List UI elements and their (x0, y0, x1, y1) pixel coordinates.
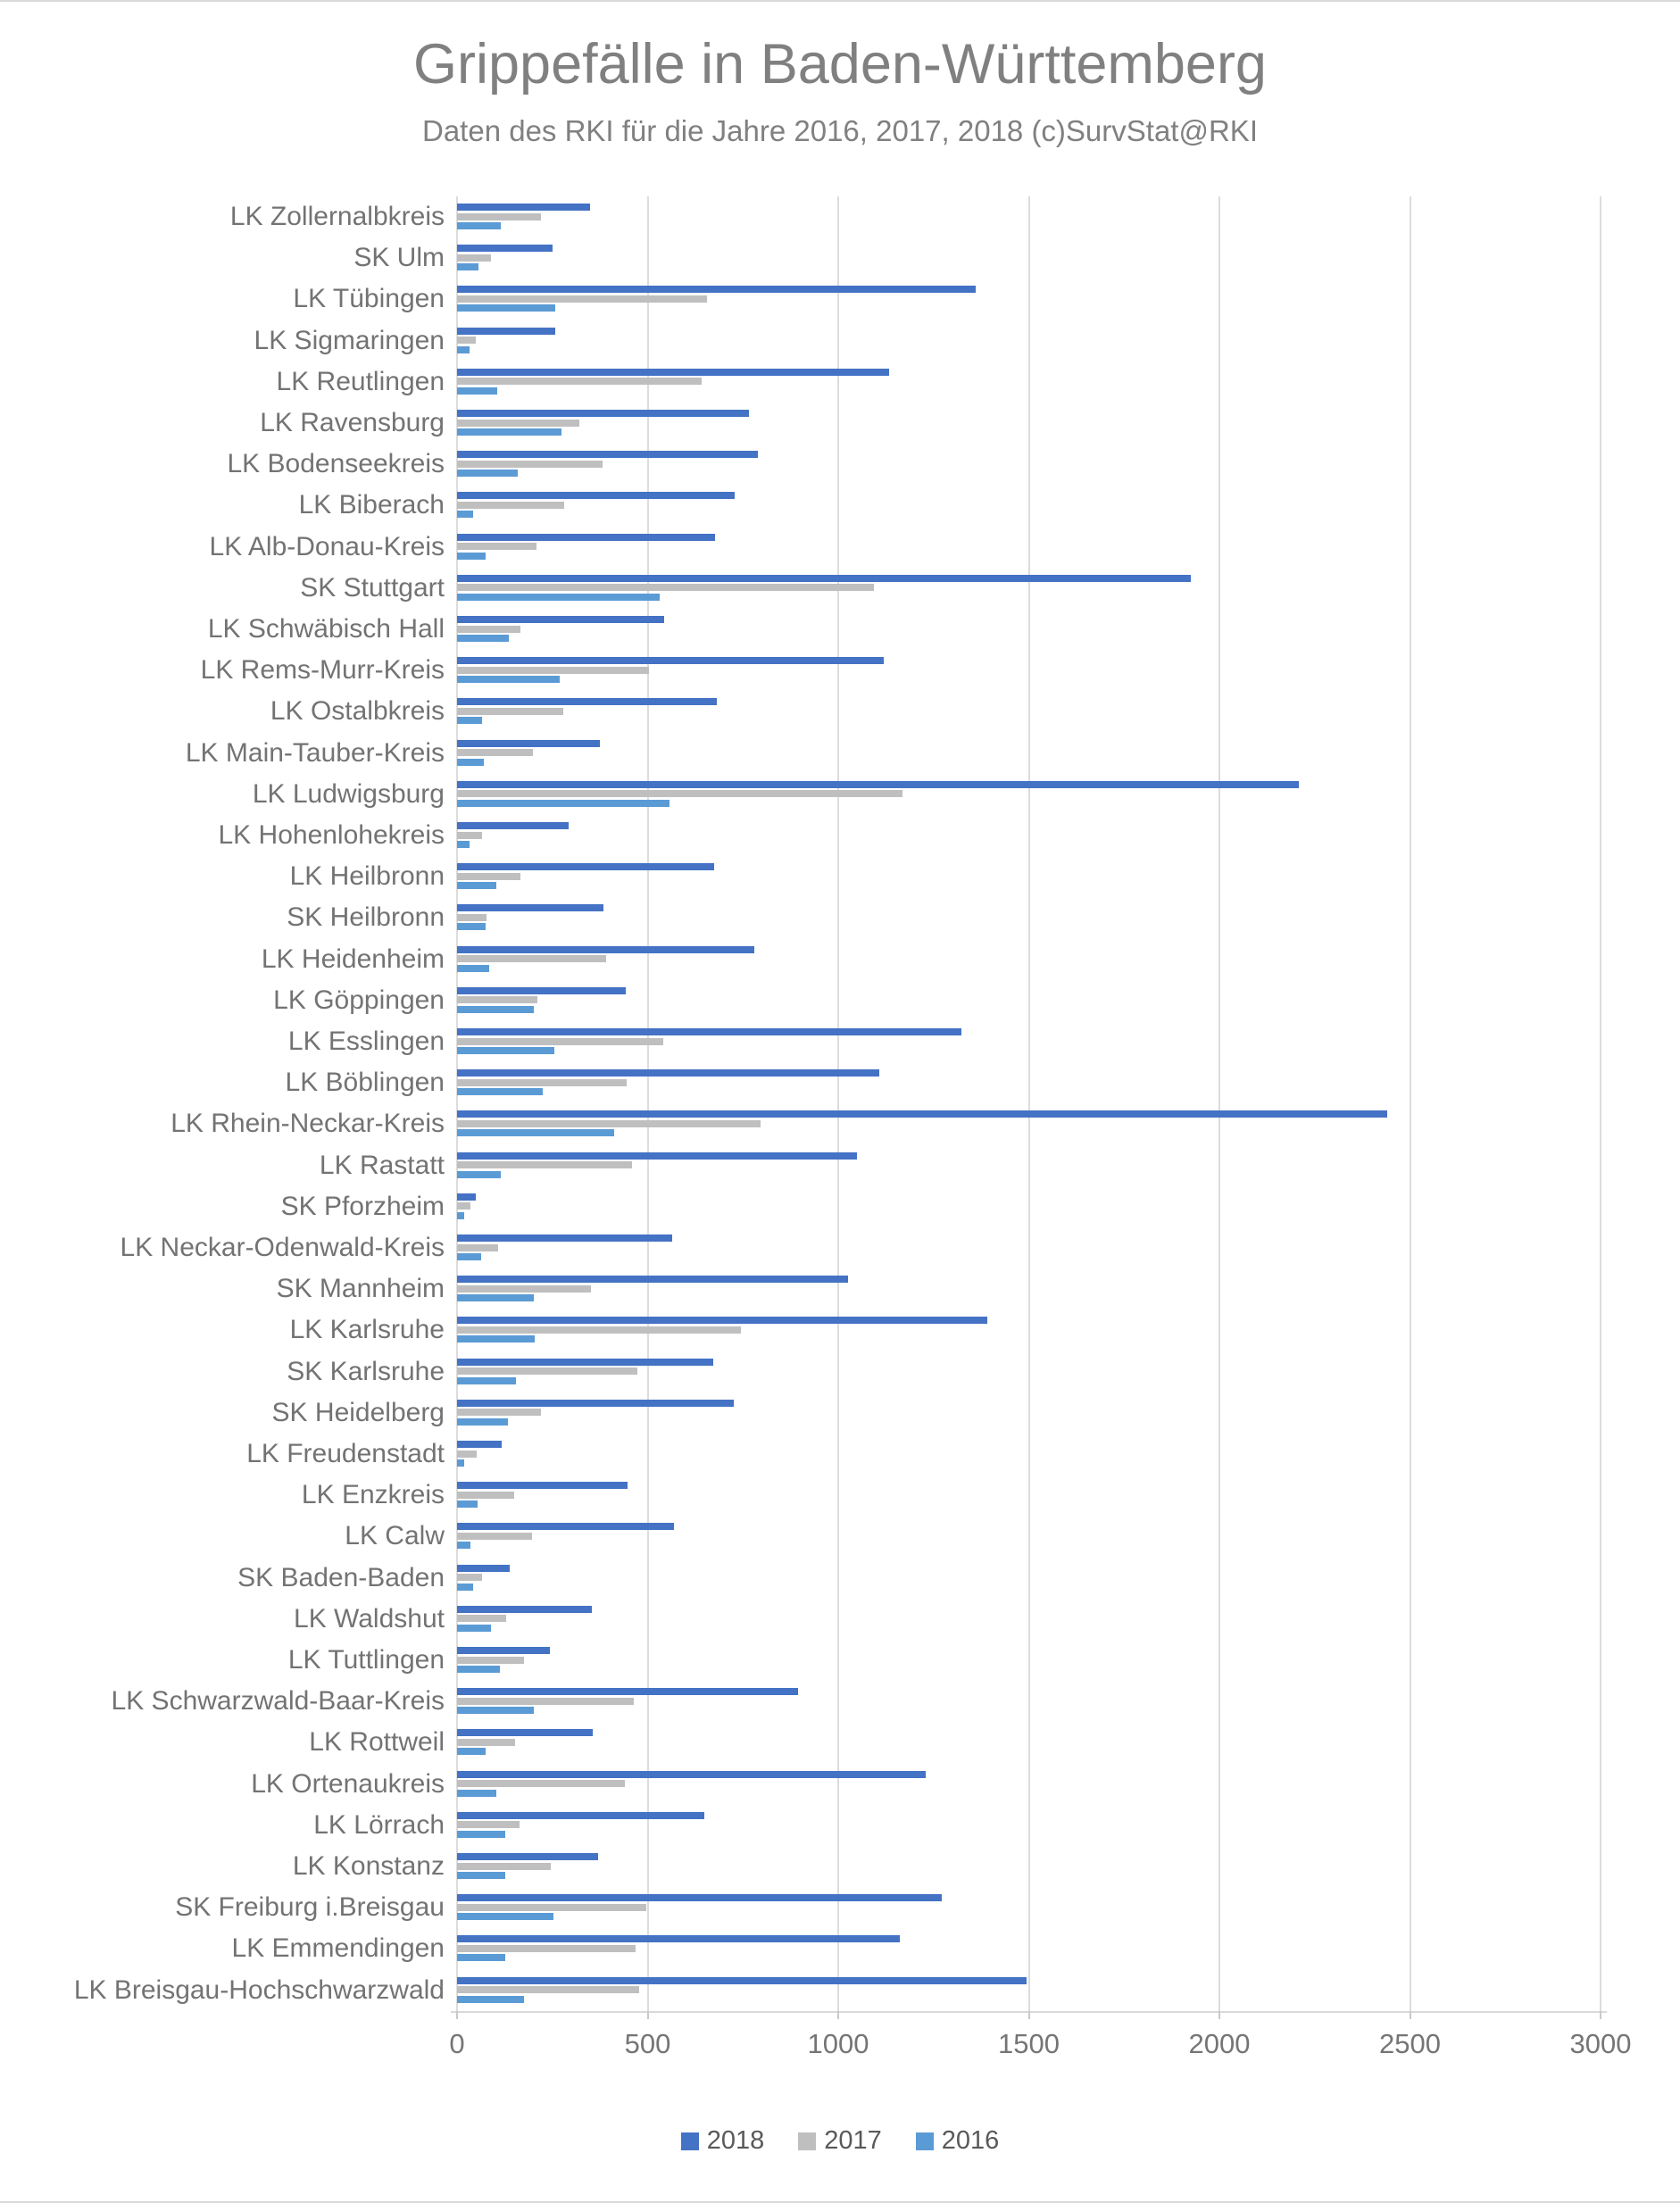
bar-2017 (457, 1285, 591, 1293)
bar-2017 (457, 1492, 514, 1499)
bar-2018 (457, 946, 754, 953)
tick-mark-0 (456, 2011, 458, 2019)
chart-row (0, 1186, 1680, 1227)
chart-row (0, 568, 1680, 609)
bar-2017 (457, 1533, 532, 1540)
chart-row (0, 196, 1680, 237)
category-label: LK Enzkreis (301, 1480, 445, 1510)
bar-2017 (457, 1409, 541, 1416)
category-label: LK Emmendingen (231, 1933, 445, 1964)
legend-swatch-icon (916, 2132, 934, 2150)
chart-row (0, 485, 1680, 526)
tick-mark-3000 (1600, 2011, 1601, 2019)
bar-2016 (457, 511, 473, 518)
bar-2016 (457, 759, 484, 766)
tick-mark-1000 (837, 2011, 839, 2019)
bar-2016 (457, 1831, 505, 1838)
chart-row (0, 897, 1680, 938)
bar-2016 (457, 1088, 543, 1095)
bar-2017 (457, 1574, 482, 1581)
bar-2018 (457, 1317, 987, 1324)
category-label: SK Karlsruhe (287, 1356, 445, 1386)
bar-2017 (457, 502, 564, 509)
bar-2016 (457, 1253, 481, 1260)
chart-title: Grippefälle in Baden-Württemberg (413, 33, 1267, 96)
category-label: LK Tuttlingen (287, 1645, 445, 1675)
bar-2018 (457, 1894, 942, 1901)
bar-2017 (457, 1863, 551, 1870)
chart-row (0, 1764, 1680, 1805)
bar-2016 (457, 553, 486, 560)
bar-2016 (457, 1996, 524, 2003)
legend-swatch-icon (798, 2132, 816, 2150)
category-label: LK Rems-Murr-Kreis (200, 655, 445, 686)
bar-2017 (457, 1657, 524, 1664)
chart-row (0, 1599, 1680, 1640)
bar-2018 (457, 863, 714, 870)
chart-row (0, 1309, 1680, 1351)
bar-2018 (457, 1069, 879, 1077)
category-label: SK Pforzheim (280, 1191, 445, 1221)
bar-2017 (457, 584, 874, 591)
bar-2017 (457, 1326, 741, 1334)
legend-item-2017 (798, 2126, 882, 2156)
bar-2018 (457, 616, 664, 623)
chart-row (0, 444, 1680, 485)
bar-2018 (457, 1523, 674, 1530)
bar-2016 (457, 1872, 505, 1879)
category-label: LK Bodenseekreis (227, 449, 445, 479)
chart-row (0, 1516, 1680, 1557)
chart-row (0, 1640, 1680, 1681)
tick-mark-500 (647, 2011, 649, 2019)
chart-row (0, 1475, 1680, 1516)
plot-area (0, 196, 1680, 2011)
legend-swatch-icon (681, 2132, 699, 2150)
chart-row (0, 1145, 1680, 1186)
category-label: LK Rastatt (319, 1150, 445, 1180)
x-axis-label-1000: 1000 (807, 2028, 869, 2059)
chart-row (0, 1434, 1680, 1475)
chart-row (0, 237, 1680, 278)
bar-2016 (457, 1707, 534, 1714)
category-label: LK Freudenstadt (246, 1439, 445, 1469)
bar-2017 (457, 749, 533, 756)
bar-2016 (457, 965, 489, 972)
bar-2017 (457, 254, 491, 262)
bar-2018 (457, 1935, 900, 1942)
bar-2018 (457, 1276, 848, 1283)
bar-2018 (457, 822, 569, 829)
bar-2016 (457, 882, 496, 889)
bar-2018 (457, 1193, 476, 1201)
bar-2016 (457, 594, 660, 601)
bar-2016 (457, 1913, 553, 1920)
x-axis-label-500: 500 (624, 2028, 671, 2059)
bar-2016 (457, 717, 482, 724)
bar-2016 (457, 470, 518, 477)
bar-2017 (457, 1780, 625, 1787)
bar-2017 (457, 708, 563, 715)
category-label: LK Waldshut (294, 1603, 445, 1634)
bar-2016 (457, 1129, 614, 1136)
bar-2018 (457, 1565, 510, 1572)
bar-2017 (457, 461, 603, 468)
bar-2017 (457, 1038, 663, 1045)
bar-2018 (457, 534, 715, 541)
category-label: LK Hohenlohekreis (218, 820, 445, 851)
bar-2017 (457, 378, 702, 385)
legend-label: 2018 (706, 2126, 765, 2155)
category-label: SK Stuttgart (300, 572, 445, 603)
bar-2018 (457, 451, 758, 458)
chart-row (0, 650, 1680, 691)
category-label: LK Alb-Donau-Kreis (209, 531, 445, 561)
bar-2016 (457, 222, 501, 229)
bar-2016 (457, 1418, 508, 1426)
bar-2017 (457, 213, 541, 220)
bar-2016 (457, 923, 486, 930)
bar-2016 (457, 304, 555, 312)
bar-2017 (457, 1904, 646, 1911)
category-label: LK Breisgau-Hochschwarzwald (73, 1974, 445, 2005)
chart-row (0, 774, 1680, 815)
chart-row (0, 733, 1680, 774)
bar-2018 (457, 1441, 502, 1448)
bar-2016 (457, 1584, 473, 1591)
category-label: LK Esslingen (287, 1027, 445, 1057)
bar-2017 (457, 1120, 761, 1127)
chart-row (0, 1970, 1680, 2011)
chart-row (0, 980, 1680, 1021)
bar-2016 (457, 1542, 470, 1549)
chart-row (0, 1351, 1680, 1392)
bar-2016 (457, 635, 509, 642)
category-label: SK Ulm (353, 243, 445, 273)
bar-2017 (457, 1161, 632, 1168)
category-label: LK Zollernalbkreis (229, 202, 445, 232)
category-label: LK Tübingen (293, 284, 445, 314)
bar-2017 (457, 1615, 506, 1622)
chart-row (0, 1887, 1680, 1928)
bar-2017 (457, 337, 476, 344)
category-label: LK Böblingen (285, 1068, 445, 1098)
bar-2017 (457, 543, 536, 550)
bar-2016 (457, 346, 470, 353)
bar-2018 (457, 575, 1191, 582)
category-label: SK Heidelberg (271, 1397, 445, 1427)
bar-2017 (457, 1739, 515, 1746)
bar-2017 (457, 1451, 477, 1458)
bar-2016 (457, 800, 670, 807)
bar-2018 (457, 1400, 734, 1407)
category-label: LK Göppingen (273, 985, 445, 1015)
chart-row (0, 1805, 1680, 1846)
bar-2017 (457, 295, 707, 303)
legend-item-2016 (916, 2126, 1000, 2156)
bar-2016 (457, 1666, 500, 1673)
bar-2017 (457, 1698, 634, 1705)
bar-2018 (457, 410, 749, 417)
bar-2016 (457, 263, 478, 270)
category-label: LK Biberach (298, 490, 445, 520)
bar-2016 (457, 1377, 516, 1384)
category-label: LK Sigmaringen (254, 325, 445, 355)
chart-row (0, 939, 1680, 980)
category-label: LK Lörrach (313, 1809, 445, 1840)
bar-2016 (457, 1335, 535, 1343)
tick-mark-1500 (1028, 2011, 1030, 2019)
category-label: LK Schwäbisch Hall (207, 614, 445, 644)
bar-2017 (457, 667, 649, 674)
bar-2016 (457, 1501, 478, 1508)
category-label: LK Reutlingen (276, 366, 445, 396)
x-axis-label-1500: 1500 (998, 2028, 1060, 2059)
legend-item-2018 (681, 2126, 765, 2156)
bar-2017 (457, 873, 520, 880)
bar-2018 (457, 987, 626, 994)
bar-2018 (457, 1647, 550, 1654)
bar-2017 (457, 1821, 520, 1828)
bar-2018 (457, 1729, 593, 1736)
bar-2018 (457, 1482, 628, 1489)
category-label: SK Baden-Baden (237, 1562, 445, 1592)
bar-2017 (457, 1244, 498, 1251)
chart-row (0, 278, 1680, 320)
bar-2018 (457, 369, 889, 376)
bar-2018 (457, 1235, 672, 1242)
chart-row (0, 1558, 1680, 1599)
bar-2017 (457, 1079, 627, 1086)
bar-2018 (457, 698, 717, 705)
bar-2017 (457, 832, 482, 839)
category-label: LK Heidenheim (261, 944, 445, 974)
category-label: LK Konstanz (292, 1851, 445, 1882)
legend-label: 2017 (824, 2126, 882, 2155)
category-label: LK Schwarzwald-Baar-Kreis (111, 1686, 445, 1717)
bar-2016 (457, 1748, 486, 1755)
chart-row (0, 1062, 1680, 1103)
bar-2018 (457, 1688, 798, 1695)
chart-row (0, 1021, 1680, 1062)
bar-2018 (457, 1606, 592, 1613)
category-label: LK Ortenaukreis (251, 1768, 445, 1799)
chart-row (0, 1392, 1680, 1434)
chart-row (0, 609, 1680, 650)
category-label: SK Freiburg i.Breisgau (175, 1892, 445, 1923)
bar-2018 (457, 781, 1299, 788)
bar-2018 (457, 1853, 598, 1860)
category-label: SK Heilbronn (287, 902, 445, 933)
category-label: LK Neckar-Odenwald-Kreis (120, 1233, 445, 1263)
chart-row (0, 1227, 1680, 1268)
bar-2017 (457, 1202, 470, 1210)
bar-2018 (457, 204, 590, 211)
bar-2018 (457, 328, 555, 335)
tick-mark-2500 (1410, 2011, 1411, 2019)
category-label: LK Karlsruhe (289, 1315, 445, 1345)
x-axis-label-2500: 2500 (1379, 2028, 1441, 2059)
bar-2018 (457, 1152, 857, 1160)
bar-2018 (457, 492, 735, 499)
chart-row (0, 1846, 1680, 1887)
bar-2016 (457, 1954, 505, 1961)
bar-2018 (457, 740, 600, 747)
chart-row (0, 1681, 1680, 1722)
bar-2016 (457, 1006, 534, 1013)
chart-row (0, 403, 1680, 444)
chart-row (0, 1928, 1680, 1969)
bar-2016 (457, 1294, 534, 1301)
x-axis-label-2000: 2000 (1188, 2028, 1251, 2059)
bar-2017 (457, 626, 520, 633)
bar-2017 (457, 1986, 639, 1993)
bar-2016 (457, 1171, 501, 1178)
bar-2018 (457, 1812, 704, 1819)
category-label: LK Calw (345, 1521, 445, 1551)
chart-row (0, 1268, 1680, 1309)
bar-2018 (457, 286, 976, 293)
category-label: LK Heilbronn (289, 861, 445, 892)
bar-2017 (457, 914, 487, 921)
category-label: LK Ostalbkreis (270, 696, 445, 727)
bar-2016 (457, 841, 470, 848)
bar-2017 (457, 1368, 637, 1375)
x-axis-label-0: 0 (449, 2028, 465, 2059)
legend-label: 2016 (941, 2126, 1000, 2155)
bar-2017 (457, 420, 579, 427)
bar-2018 (457, 1028, 961, 1035)
bar-2016 (457, 428, 561, 436)
bar-2016 (457, 387, 497, 395)
bar-2016 (457, 1459, 464, 1467)
bar-2017 (457, 955, 606, 962)
bar-2016 (457, 1790, 496, 1797)
category-label: LK Main-Tauber-Kreis (185, 737, 445, 768)
bar-2018 (457, 657, 884, 664)
chart-row (0, 1103, 1680, 1144)
category-label: LK Ravensburg (260, 408, 445, 438)
bar-2016 (457, 1212, 464, 1219)
page-top-border (0, 0, 1680, 2)
bar-2018 (457, 1359, 713, 1366)
category-label: LK Rottweil (309, 1727, 445, 1758)
bar-2016 (457, 1625, 491, 1632)
chart-row (0, 527, 1680, 568)
bar-2016 (457, 1047, 554, 1054)
chart-row (0, 320, 1680, 362)
bar-2018 (457, 904, 603, 911)
category-label: SK Mannheim (276, 1274, 445, 1304)
bar-2017 (457, 1945, 636, 1952)
bar-2018 (457, 1771, 926, 1778)
bar-2017 (457, 996, 537, 1003)
chart-row (0, 815, 1680, 856)
bar-2018 (457, 1977, 1027, 1984)
chart-row (0, 362, 1680, 403)
bar-2017 (457, 790, 902, 797)
category-label: LK Ludwigsburg (252, 778, 445, 809)
bar-2018 (457, 245, 553, 252)
bar-2018 (457, 1110, 1387, 1118)
chart-subtitle: Daten des RKI für die Jahre 2016, 2017, 2018 (c)SurvStat@RKI (421, 114, 1258, 147)
chart-row (0, 1722, 1680, 1763)
bar-2016 (457, 676, 560, 683)
category-label: LK Rhein-Neckar-Kreis (170, 1109, 445, 1139)
x-axis-label-3000: 3000 (1569, 2028, 1632, 2059)
chart-row (0, 691, 1680, 732)
tick-mark-2000 (1218, 2011, 1220, 2019)
chart-row (0, 856, 1680, 897)
legend (0, 2126, 1680, 2156)
